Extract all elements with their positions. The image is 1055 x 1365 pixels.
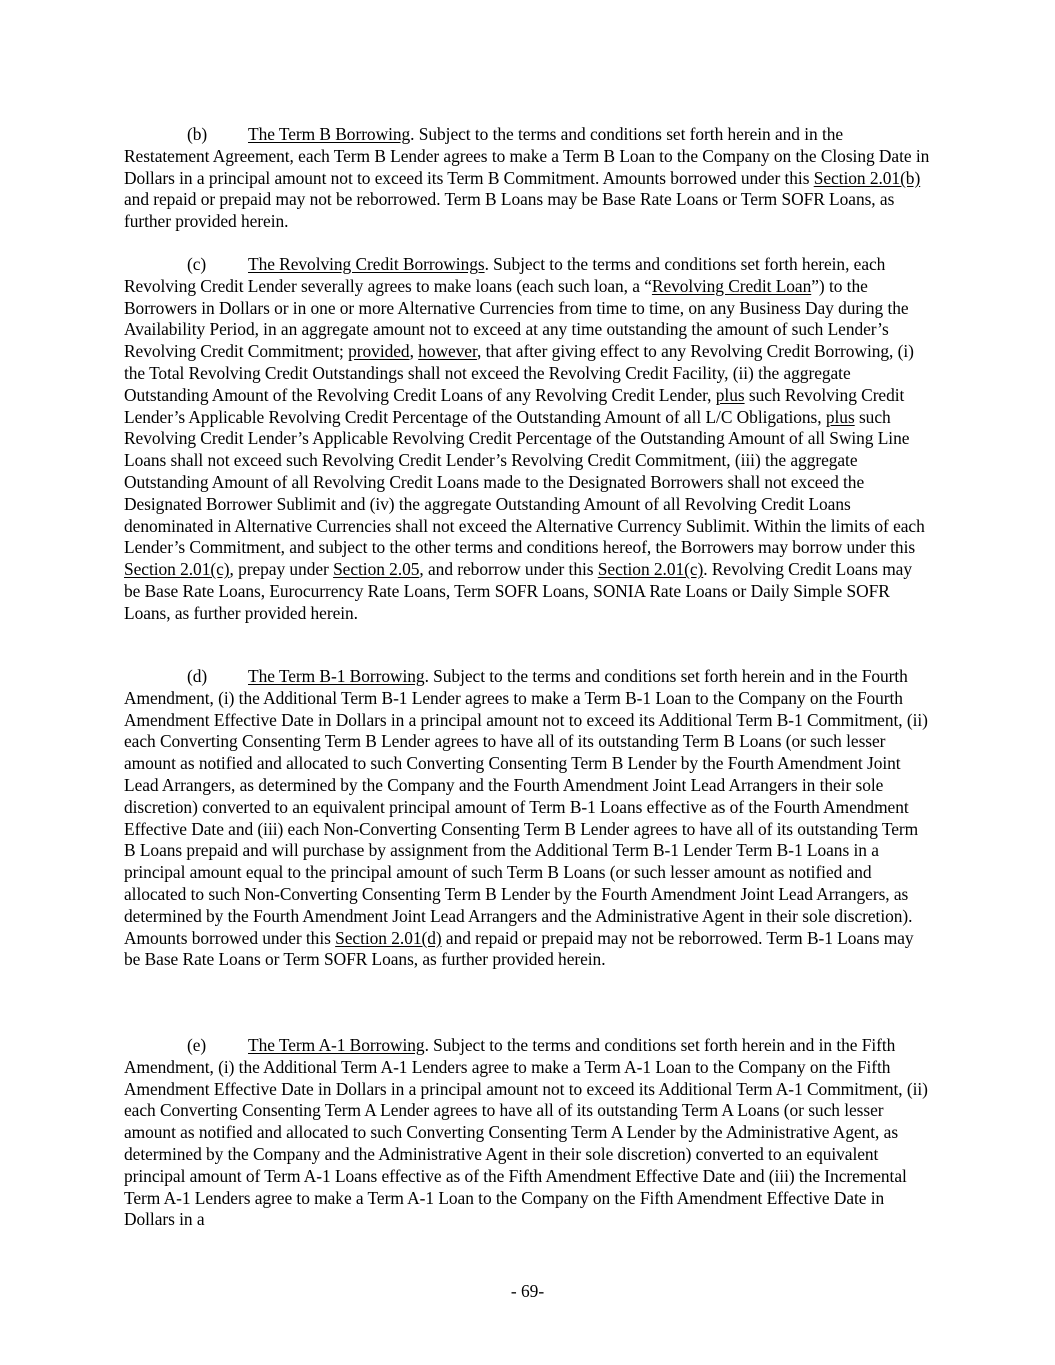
- section-reference: Section 2.01(c): [597, 559, 704, 580]
- body-text: , prepay under: [229, 559, 334, 580]
- section-reference: Section 2.01(b): [813, 167, 921, 188]
- paragraph-term-a1-borrowing: [124, 1035, 932, 1231]
- emphasis-term: however: [418, 341, 477, 362]
- paragraph-term-b-borrowing: [124, 124, 932, 233]
- section-heading: The Term B-1 Borrowing: [248, 666, 425, 686]
- paragraph-label: (c): [187, 254, 207, 274]
- section-heading: The Revolving Credit Borrowings: [248, 254, 485, 274]
- body-text: . Subject to the terms and conditions set forth herein, each Revolving Credit Lender severally agrees to make loans (each such loan, a “: [124, 254, 886, 296]
- body-text: ,: [409, 341, 419, 362]
- emphasis-term: provided: [348, 341, 410, 362]
- body-text: . Subject to the terms and conditions set forth herein and in the Fifth Amendment, (i) the Additional Term A-1 Lenders agree to make a Term A-1 Loan to the Company on the Fifth Amendment Effective Date in Dollars in a principal amount not to exceed its Additional Term A-1 Commitment, (ii) each Converting Consenting Term A Lender agrees to have all of its outstanding Term A Loans (or such lesser amount as notified and allocated to such Converting Consenting Term A Lender by the Administrative Agent, as determined by the Company and the Administrative Agent in their sole discretion) converted to an equivalent principal amount of Term A-1 Loans effective as of the Fifth Amendment Effective Date and (iii) the Incremental Term A-1 Lenders agree to make a Term A-1 Loan to the Company on the Fifth Amendment Effective Date in Dollars in a: [124, 1035, 928, 1230]
- paragraph-term-b1-borrowing: [124, 666, 932, 971]
- body-text: such Revolving Credit Lender’s Applicable Revolving Credit Percentage of the Outstanding Amount of all Swing Line Loans shall not exceed such Revolving Credit Lender’s Revolving Credit Commitment, (iii) the aggregate Outstanding Amount of all Revolving Credit Loans made to the Designated Borrowers shall not exceed the Designated Borrower Sublimit and (iv) the aggregate Outstanding Amount of all Revolving Credit Loans denominated in Alternative Currencies shall not exceed the Alternative Currency Sublimit. Within the limits of each Lender’s Commitment, and subject to the other terms and conditions hereof, the Borrowers may borrow under this: [124, 406, 925, 558]
- paragraph-label: (d): [187, 666, 208, 686]
- defined-term: Revolving Credit Loan: [651, 275, 812, 296]
- body-text: , and reborrow under this: [419, 559, 598, 580]
- section-heading: The Term B Borrowing: [248, 124, 411, 144]
- body-text: such Revolving Credit Lender’s Applicable Revolving Credit Percentage of the Outstanding Amount of all L/C Obligations,: [124, 384, 905, 427]
- body-text: . Subject to the terms and conditions set forth herein and in the Fourth Amendment, (i) the Additional Term B-1 Lender agrees to make a Term B-1 Loan to the Company on the Fourth Amendment Effective Date in Dollars in a principal amount not to exceed its Additional Term B-1 Commitment, (ii) each Converting Consenting Term B Lender agrees to have all of its outstanding Term B Loans (or such lesser amount as notified and allocated to such Converting Consenting Term B Lender by the Fourth Amendment Joint Lead Arrangers, as determined by the Company and the Fourth Amendment Joint Lead Arrangers in their sole discretion) converted to an equivalent principal amount of Term B-1 Loans effective as of the Fourth Amendment Effective Date and (iii) each Non-Converting Consenting Term B Lender agrees to have all of its outstanding Term B Loans prepaid and will purchase by assignment from the Additional Term B-1 Lender Term B-1 Loans in a principal amount equal to the principal amount of such Term B Loans (or such lesser amount as notified and allocated to such Non-Converting Consenting Term B Lender by the Fourth Amendment Joint Lead Arrangers, as determined by the Fourth Amendment Joint Lead Arrangers and the Administrative Agent in their sole discretion). Amounts borrowed under this: [124, 666, 928, 948]
- body-text: . Subject to the terms and conditions set forth herein and in the Restatement Agreement, each Term B Lender agrees to make a Term B Loan to the Company on the Closing Date in Dollars in a principal amount not to exceed its Term B Commitment. Amounts borrowed under this: [124, 124, 930, 188]
- paragraph-label: (e): [187, 1035, 207, 1055]
- emphasis-term: plus: [715, 384, 745, 405]
- body-text: . Revolving Credit Loans may be Base Rate Loans, Eurocurrency Rate Loans, Term SOFR Loans, SONIA Rate Loans or Daily Simple SOFR Loans, as further provided herein.: [124, 559, 912, 623]
- body-text: and repaid or prepaid may not be reborrowed. Term B-1 Loans may be Base Rate Loans or Term SOFR Loans, as further provided herein.: [124, 927, 914, 970]
- paragraph-label: (b): [187, 124, 208, 144]
- body-text: , that after giving effect to any Revolving Credit Borrowing, (i) the Total Revolving Credit Outstandings shall not exceed the Revolving Credit Facility, (ii) the aggregate Outstanding Amount of the Revolving Credit Loans of any Revolving Credit Lender,: [124, 341, 914, 405]
- section-reference: Section 2.05: [333, 559, 420, 580]
- section-reference: Section 2.01(d): [335, 927, 442, 948]
- emphasis-term: plus: [825, 406, 855, 427]
- body-text: and repaid or prepaid may not be reborrowed. Term B Loans may be Base Rate Loans or Term SOFR Loans, as further provided herein.: [124, 189, 895, 232]
- page-number: - 69-: [510, 1281, 545, 1301]
- body-text: ”) to the Borrowers in Dollars or in one or more Alternative Currencies from time to time, on any Business Day during the Availability Period, in an aggregate amount not to exceed at any time outstanding the amount of such Lender’s Revolving Credit Commitment;: [124, 275, 909, 362]
- section-reference: Section 2.01(c): [124, 559, 230, 580]
- section-heading: The Term A-1 Borrowing: [248, 1035, 425, 1055]
- paragraph-revolving-credit-borrowings: [124, 254, 932, 625]
